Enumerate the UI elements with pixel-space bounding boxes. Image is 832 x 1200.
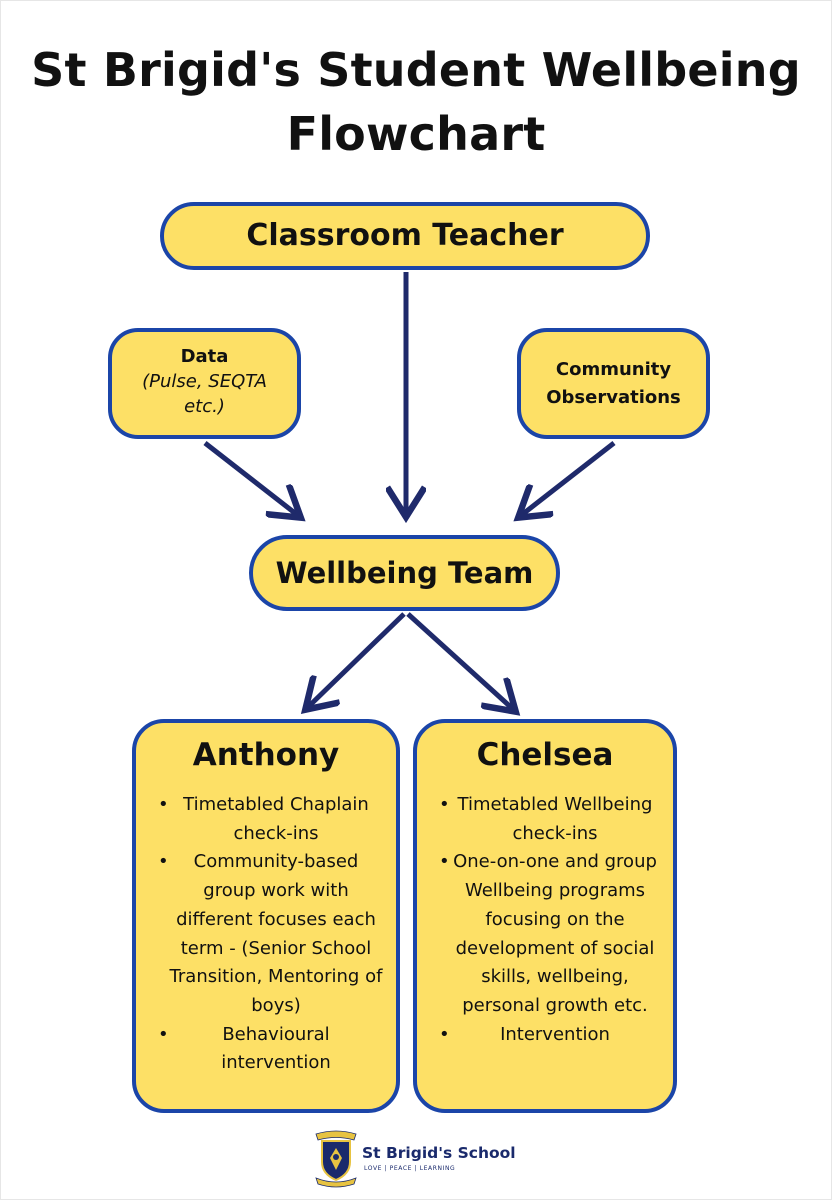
- community-observations-node: [517, 328, 710, 439]
- school-logo: [312, 1128, 532, 1188]
- list-item: • Behavioural intervention: [142, 1021, 390, 1078]
- list-item: • Community-based group work with different focuses each term - (Senior School Transition, Mentoring of boys): [142, 848, 390, 1020]
- arrow-team-to-chelsea: [408, 614, 515, 711]
- data-node-label: Data: [180, 346, 229, 367]
- school-motto: LOVE | PEACE | LEARNING: [364, 1165, 456, 1172]
- bullet-icon: •: [439, 851, 450, 873]
- bullet-icon: •: [158, 851, 169, 873]
- classroom-teacher-node: Classroom Teacher: [160, 202, 650, 270]
- list-item: • One-on-one and group Wellbeing programs focusing on the development of social skills, wellbeing, personal growth etc.: [423, 848, 667, 1020]
- arrow-data-to-team: [205, 443, 300, 517]
- arrow-team-to-anthony: [306, 614, 404, 709]
- bullet-icon: •: [439, 1023, 450, 1045]
- anthony-item-list: [142, 791, 390, 1078]
- bullet-icon: •: [158, 1023, 169, 1045]
- data-node: [108, 328, 301, 439]
- community-node-label: Community Observations: [546, 358, 681, 408]
- list-item: • Timetabled Chaplain check-ins: [142, 791, 390, 848]
- page-title: St Brigid's Student Wellbeing Flowchart: [31, 43, 801, 161]
- chelsea-node: [413, 719, 677, 1113]
- school-crest-icon: [312, 1128, 360, 1188]
- anthony-name: Anthony: [192, 737, 340, 773]
- arrow-community-to-team: [519, 443, 614, 517]
- chelsea-name: Chelsea: [476, 737, 614, 773]
- wellbeing-team-node: Wellbeing Team: [249, 535, 560, 611]
- bullet-icon: •: [158, 794, 169, 815]
- bullet-icon: •: [439, 794, 450, 815]
- data-node-sources: (Pulse, SEQTA etc.): [142, 371, 267, 417]
- school-name: St Brigid's School: [362, 1144, 516, 1162]
- list-item: • Intervention: [423, 1021, 667, 1050]
- anthony-node: [132, 719, 400, 1113]
- chelsea-item-list: [423, 791, 667, 1049]
- list-item: • Timetabled Wellbeing check-ins: [423, 791, 667, 848]
